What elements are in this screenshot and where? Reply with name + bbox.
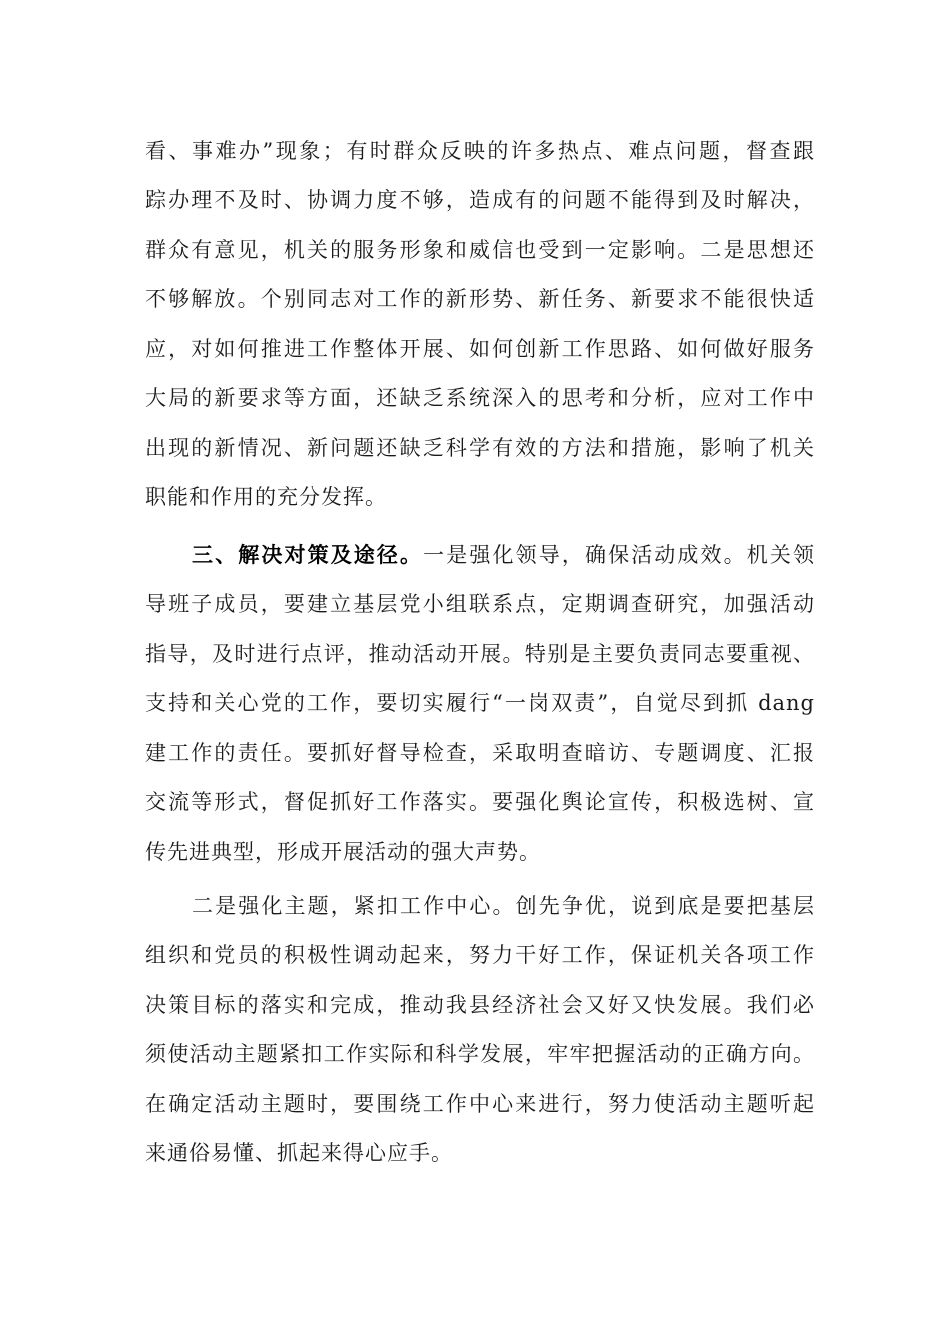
section-heading: 三、解决对策及途径。 (192, 542, 424, 567)
body-text-line: 组织和党员的积极性调动起来，努力干好工作，保证机关各项工作 (145, 943, 815, 967)
body-text-line: 在确定活动主题时，要围绕工作中心来进行，努力使活动主题听起 (145, 1092, 815, 1116)
body-text-line: 交流等形式，督促抓好工作落实。要强化舆论宣传，积极选树、宣 (145, 790, 815, 814)
body-text-line: 不够解放。个别同志对工作的新形势、新任务、新要求不能很快适 (145, 287, 815, 311)
body-text-line: 职能和作用的充分发挥。 (145, 485, 387, 509)
body-text-line: 指导，及时进行点评，推动活动开展。特别是主要负责同志要重视、 (145, 642, 815, 666)
paragraph-first-line: 二是强化主题，紧扣工作中心。创先争优，说到底是要把基层 (192, 894, 815, 918)
body-text-line: 大局的新要求等方面，还缺乏系统深入的思考和分析，应对工作中 (145, 386, 815, 410)
body-text-line: 来通俗易懂、抓起来得心应手。 (145, 1141, 453, 1165)
body-text-line: 决策目标的落实和完成，推动我县经济社会又好又快发展。我们必 (145, 993, 815, 1017)
body-text-line: 须使活动主题紧扣工作实际和科学发展，牢牢把握活动的正确方向。 (145, 1042, 815, 1066)
body-text-line: 建工作的责任。要抓好督导检查，采取明查暗访、专题调度、汇报 (145, 741, 815, 765)
body-text-line: 看、事难办”现象；有时群众反映的许多热点、难点问题，督查跟 (145, 139, 815, 163)
body-text-line: 应，对如何推进工作整体开展、如何创新工作思路、如何做好服务 (145, 337, 815, 361)
body-text-line: 出现的新情况、新问题还缺乏科学有效的方法和措施，影响了机关 (145, 436, 815, 460)
body-text-line: 传先进典型，形成开展活动的强大声势。 (145, 840, 541, 864)
body-text-line: 踪办理不及时、协调力度不够，造成有的问题不能得到及时解决， (145, 188, 815, 212)
body-text-line: 支持和关心党的工作，要切实履行“一岗双责”，自觉尽到抓 dang (145, 691, 815, 715)
section-heading-line (192, 535, 815, 575)
body-text-line: 导班子成员，要建立基层党小组联系点，定期调查研究，加强活动 (145, 592, 815, 616)
section-first-line-text: 一是强化领导，确保活动成效。机关领 (423, 543, 815, 567)
body-text-line: 群众有意见，机关的服务形象和威信也受到一定影响。二是思想还 (145, 238, 815, 262)
